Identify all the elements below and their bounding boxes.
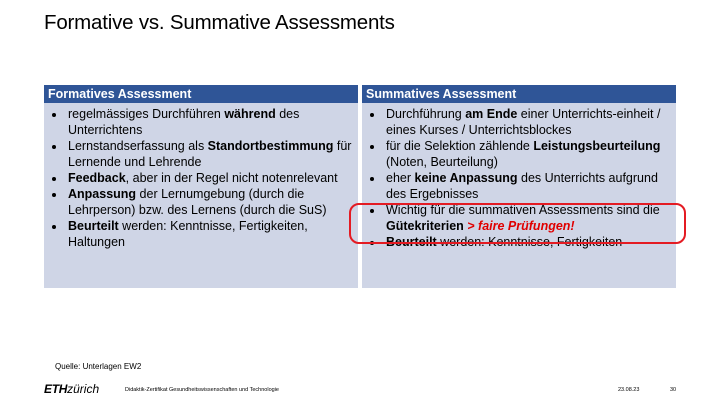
bullet-bold: Anpassung <box>68 187 137 201</box>
bullet-bold: keine Anpassung <box>414 171 518 185</box>
bullet-item <box>66 106 358 138</box>
eth-logo <box>44 382 99 396</box>
source-note: Quelle: Unterlagen EW2 <box>55 362 142 371</box>
bullet-item <box>384 106 676 138</box>
bullet-post: (Noten, Beurteilung) <box>386 155 498 169</box>
bullet-emph: > faire Prüfungen! <box>463 219 575 233</box>
formative-header: Formatives Assessment <box>44 85 358 103</box>
page-number: 30 <box>670 387 677 393</box>
formative-column <box>44 85 358 288</box>
bullet-post: , aber in der Regel nicht notenrelevant <box>125 171 338 185</box>
bullet-pre: für die Selektion zählende <box>386 139 534 153</box>
bullet-item <box>384 138 676 170</box>
bullet-post: für Lernende und Lehrende <box>68 139 352 169</box>
bullet-post: der Lernumgebung (durch die Lehrperson) bzw. des Lernens (durch die SuS) <box>68 187 327 217</box>
summative-header: Summatives Assessment <box>362 85 676 103</box>
logo-zurich: zürich <box>67 382 100 396</box>
footer-date: 23.08.23 <box>618 387 640 393</box>
bullet-pre: Wichtig für die summativen Assessments sind die <box>386 203 660 217</box>
bullet-pre: eher <box>386 171 415 185</box>
bullet-bold: Beurteilt <box>386 235 437 249</box>
bullet-item <box>66 218 358 250</box>
bullet-post: werden: Kenntnisse, Fertigkeiten <box>436 235 623 249</box>
bullet-bold: während <box>224 107 276 121</box>
bullet-pre: regelmässiges Durchführen <box>68 107 225 121</box>
summative-column <box>362 85 676 288</box>
bullet-item <box>66 170 358 186</box>
footer-course: Didaktik-Zertifikat Gesundheitswissenschaften und Technologie <box>125 387 279 393</box>
bullet-pre: Durchführung <box>386 107 466 121</box>
bullet-post: einer Unterrichts-einheit / eines Kurses / Unterrichtsblockes <box>386 107 661 137</box>
bullet-post: werden: Kenntnisse, Fertigkeiten, Haltungen <box>68 219 308 249</box>
bullet-bold: Beurteilt <box>68 219 119 233</box>
bullet-bold: Gütekriterien <box>386 219 464 233</box>
formative-list <box>44 103 358 250</box>
bullet-bold: am Ende <box>465 107 518 121</box>
bullet-post: des Unterrichts aufgrund des Ergebnisses <box>386 171 658 201</box>
slide-title: Formative vs. Summative Assessments <box>44 11 395 34</box>
comparison-table <box>44 85 676 288</box>
bullet-item <box>384 170 676 202</box>
bullet-post: des Unterrichtens <box>68 107 300 137</box>
bullet-bold: Standortbestimmung <box>207 139 334 153</box>
bullet-item <box>66 186 358 218</box>
bullet-item <box>66 138 358 170</box>
bullet-pre: Lernstandserfassung als <box>68 139 208 153</box>
logo-eth: ETH <box>44 382 68 396</box>
highlight-annotation <box>349 203 686 244</box>
bullet-bold: Leistungsbeurteilung <box>533 139 661 153</box>
bullet-bold: Feedback <box>68 171 126 185</box>
